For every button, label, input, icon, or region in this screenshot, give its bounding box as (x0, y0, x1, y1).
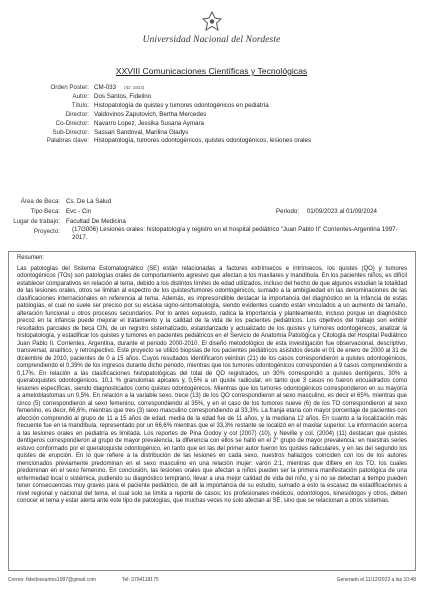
detail-row (8, 120, 418, 129)
detail-row (8, 111, 418, 120)
detail-label: Co-Director: (55, 119, 89, 127)
detail-extra: (ID: 1933) (124, 85, 145, 90)
periodo-value: 01/09/2023 al 01/09/2024 (306, 207, 377, 215)
detail-row (8, 137, 418, 146)
poster-details (8, 84, 418, 146)
tipo-label: Tipo Beca: (30, 207, 60, 215)
detail-value: Valdovinos Zaputovich, Bertha Mercedes (94, 110, 207, 118)
detail-label: Autor: (72, 92, 89, 100)
beca-details (8, 197, 418, 242)
detail-value: Sassari Sandoval, Marilina Gladys (94, 128, 189, 136)
detail-label: Palabras clave: (46, 137, 89, 145)
detail-row (8, 84, 418, 93)
university-emblem-icon (201, 10, 223, 32)
detail-value: Histopatología de quistes y tumores odontogénicos en pediatría (94, 101, 269, 109)
detail-value: Dos Santos, Fidelino (94, 92, 152, 100)
detail-row (8, 93, 418, 102)
lugar-label: Lugar de trabajo: (13, 217, 60, 225)
page-subtitle: XXVIII Comunicaciones Científicas y Tecnológicas (115, 66, 308, 76)
periodo (276, 207, 377, 217)
detail-value: Histopatología, tumores odontogénicos, quistes odontogénicos, lesiones orales (94, 137, 312, 145)
area-value: Cs. De La Salud (66, 198, 112, 205)
area-label: Área de Beca: (20, 198, 60, 205)
periodo-label: Periodo: (276, 207, 300, 215)
footer-email: Correo: fidedossantos1997@gmail.com (8, 577, 96, 583)
abstract-title: Resumen: (17, 255, 45, 261)
footer-generated: Generado el 11/12/2023 a las 10:48 (336, 577, 416, 583)
footer-phone: Tel: 3794118175 (122, 577, 159, 583)
detail-label: Director: (65, 110, 89, 118)
tipo-value: Evc - Cin (66, 207, 92, 215)
university-name: Universidad Nacional del Nordeste (142, 35, 281, 45)
tipo-row (8, 207, 418, 217)
detail-value: Navarro Lopez, Jessika Susana Aymara (94, 119, 204, 127)
lugar-value: Facultad De Medicina (66, 217, 126, 225)
abstract-box (8, 251, 416, 571)
detail-label: Título: (71, 101, 89, 109)
detail-value: CM-033 (94, 84, 117, 91)
proyecto-value: (17G006) Lesiones orales: histopatología y registro en el hospital pediátrico "Juan Pablo II" Corrientes-Argentina 1997-2017. (72, 226, 398, 242)
detail-label: Sub-Director: (52, 128, 89, 136)
abstract-text: Las patologías del Sistema Estomatognático (SE) están relacionadas a factores extrínsecos e intrínsecos, los quistes (QO) y tumores odontogénicos (TOs) son patologías orales de comportamiento agresivo que afectan a los maxilares y mandíbula. En los pacientes niños, es difícil establecer comparativos en relación al tema, debido a los distintos límites de edad utilizados, incluso del hecho de que algunos estudian la totalidad de las lesiones orales, otros se limitan al espectro de los quistes/tumores odontogénicos, sumado a la ambigüedad en las denominaciones de las clasificaciones internacionales en referencia al tema. Además, es imprescindible destacar la importancia del diagnóstico en la infancia de estas patologías, el cual no suele ser preciso por su escasa signo-sintomatología, siendo evidentes cuando están vinculados a un aumento de tamaño, alteración funcional u otros procesos secundarios. Por lo antes expuesto, radica la importancia y planteamiento, incluso porque un diagnóstico precoz en la infancia puede mejorar el tratamiento y la calidad de la vida de los pacientes pediátricos. Los objetivos del trabajo son exhibir resultados parciales de beca CIN, de un registro sistematizado, estandarizado y actualizado de los quistes y tumores odontogénicos, analizar la histopatología, y estadificar los quistes y tumores en pacientes pediátricos en el Servicio de Anatomía Patológica y Citología del Hospital Pediátrico Juan Pablo II. Corrientes, Argentina, durante el periodo 2000-2010. El diseño metodológico de esta investigación fue observacional, descriptivo, transversal, analítico, y retrospectivo. Este proyecto se utilizó biopsias de los pacientes pediátricos asistidos desde el 01 de enero de 2000 al 31 de diciembre de 2010, pacientes de 0 a 15 años. Cuyos resultados Identificaron veintiún (21) de los casos correspondieron a quistes odontogénicos, comprendiendo el 0,39% de los ingresos durante dicho periodo, mientras que los tumores odontogénicos corresponden a 9 casos comprendiendo a 0,17%. En relación a las clasificaciones histopatológicas del total de QO registrados, un 30% correspondió a quistes dentígeros, 30% a queratoquistes odontogénicos, 10,1 % granulomas apicales y, 0,5% a un quiste radicular, en tanto que 3 casos no fueron encuadrados como lesiones específicas, siendo diagnosticados como quistes odontogénicos. Mientras que los tumores odontogénicos correspondieron en su mayoría a ameloblastomas un 0,5%. En relación a la variable sexo, trece (13) de los QO correspondieron al sexo masculino, es decir el 65%, mientras que cinco (5) correspondieron al sexo femenino, correspondiendo al 35%, y en el caso de los tumores nueve (6) de los TO correspondieron al sexo femenino, es decir, 66,6%, mientras que tres (3) sexo masculino correspondiendo al 33,3%. La franja etaria con mayor porcentaje de pacientes con afección comprendió al grupo de 11 a 15 años de edad, media de la edad fue de 11 años, y la mediana 12 años. En cuanto a la localización más frecuente fue en la mandíbula, representado por un 66,6% mientras que el 33,3% restante se localizó en el maxilar superior. La información acerca a las lesiones orales en pediatría es limitada. Los reportes de Pina Godoy y col (2007) (10), y Neville y col. (2004) (11) destacan que quistes dentígeros correspondieron al grupo de mayor prevalencia, la diferencia con ellos se halló en el 2° grupo de mayor prevalencia: en nuestras series estuvo conformado por el queratoquiste odontogénico, en tanto que en las del primer autor fueron los quistes radiculares, y en las del segundo los quistes de erupción. En lo que refiere a la distribución de las lesiones en cada sexo, nuestros hallazgos coinciden con los de los autores mencionados previamente predominan en el sexo masculino en una relación mujer: varón 2:1, mientras que difiere en los TO, los cuales predominan en el sexo femenino. En conclusión, las lesiones orales que afectan a niños pueden ser la primera manifestación patológica de una enfermedad local o sistémica, pudiendo su diagnóstico temprano, llevar a una mejor calidad de vida del niño, y si no se detectan a tiempo pueden tener consecuencias muy graves para el paciente pediátrico, de allí la importancia de su estudio, sumado a esto la escasez de estadificaciones a nivel regional y nacional del tema, el cual solo se limita a reporte de casos; los profesionales médicos, odontólogos, kinesiólogos y otros, deben conocer el tema y estar alerta ante este tipo de patologías, que muchas veces no solo afectan al SE, sino que se relacionan a otros sistemas. (17, 265, 407, 504)
page-header (0, 10, 423, 60)
detail-row (8, 129, 418, 138)
detail-row (8, 102, 418, 111)
area-row (8, 197, 418, 207)
detail-label: Orden Poster: (50, 84, 89, 91)
proyecto-label: Proyecto: (33, 227, 60, 235)
